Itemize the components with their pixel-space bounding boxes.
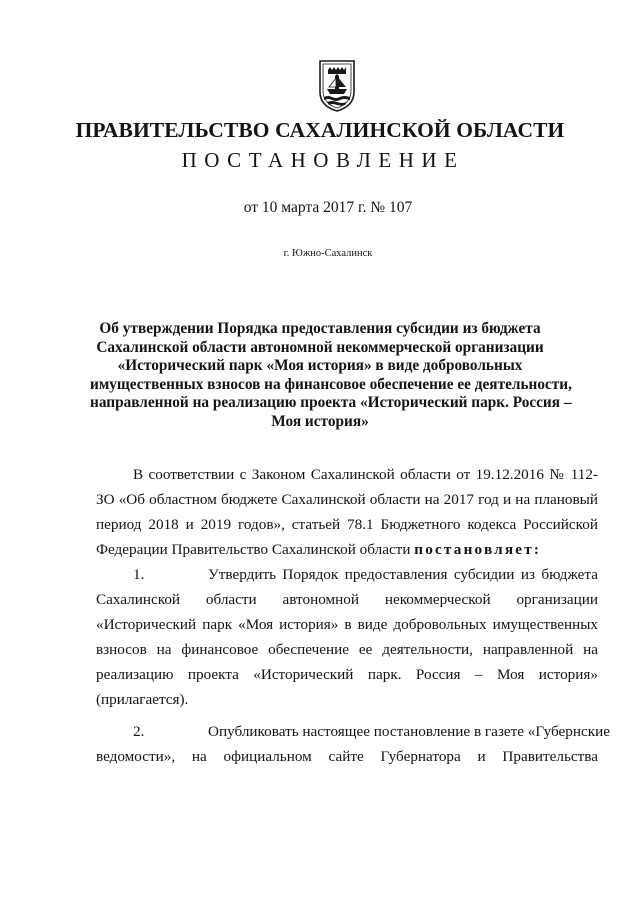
title-line: направленной на реализацию проекта «Исторический парк. Россия –	[90, 394, 572, 412]
document-city: г. Южно-Сахалинск	[283, 248, 373, 259]
body-line: ЗО «Об областном бюджете Сахалинской области на 2017 год и на плановый	[96, 491, 598, 508]
clause-1-paragraph	[96, 562, 598, 712]
document-type: ПОСТАНОВЛЕНИЕ	[181, 148, 465, 172]
preamble-paragraph	[96, 462, 598, 562]
body-line: В соответствии с Законом Сахалинской области от 19.12.2016 № 112-	[133, 466, 598, 483]
body-line	[96, 562, 598, 587]
clause-number: 1.	[133, 566, 145, 583]
body-line: взносов на финансовое обеспечение ее деятельности, направленной на	[96, 641, 598, 658]
body-line: (прилагается).	[96, 691, 189, 708]
body-line	[96, 719, 610, 744]
decree-word: постановляет:	[414, 541, 542, 558]
title-line: имущественных взносов на финансовое обеспечение ее деятельности,	[90, 375, 572, 393]
document-title	[90, 320, 572, 432]
body-line	[96, 537, 598, 562]
body-line: «Исторический парк «Моя история» в виде добровольных имущественных	[96, 616, 598, 633]
body-line: реализацию проекта «Исторический парк. Россия – Моя история»	[96, 666, 598, 683]
title-line: Сахалинской области автономной некоммерческой организации	[96, 338, 544, 356]
organization-name: ПРАВИТЕЛЬСТВО САХАЛИНСКОЙ ОБЛАСТИ	[75, 118, 565, 142]
title-line: Об утверждении Порядка предоставления субсидии из бюджета	[99, 320, 541, 337]
title-line: «Исторический парк «Моя история» в виде добровольных	[117, 357, 523, 375]
clause-number: 2.	[133, 723, 145, 740]
body-line: Сахалинской области автономной некоммерческой организации	[96, 591, 598, 608]
body-line: ведомости», на официальном сайте Губернатора и Правительства	[96, 748, 598, 765]
document-date-number: от 10 марта 2017 г. № 107	[243, 199, 413, 216]
title-line: Моя история»	[271, 412, 369, 430]
body-line-text: Утвердить Порядок предоставления субсидии из бюджета	[208, 566, 598, 583]
body-line-text: Федерации Правительство Сахалинской области	[96, 541, 411, 558]
body-line-text: Опубликовать настоящее постановление в газете «Губернские	[208, 723, 610, 740]
clause-2-paragraph	[96, 719, 610, 769]
sakhalin-coat-of-arms-icon	[318, 58, 356, 112]
body-line: период 2018 и 2019 годов», статьей 78.1 Бюджетного кодекса Российской	[96, 516, 598, 533]
